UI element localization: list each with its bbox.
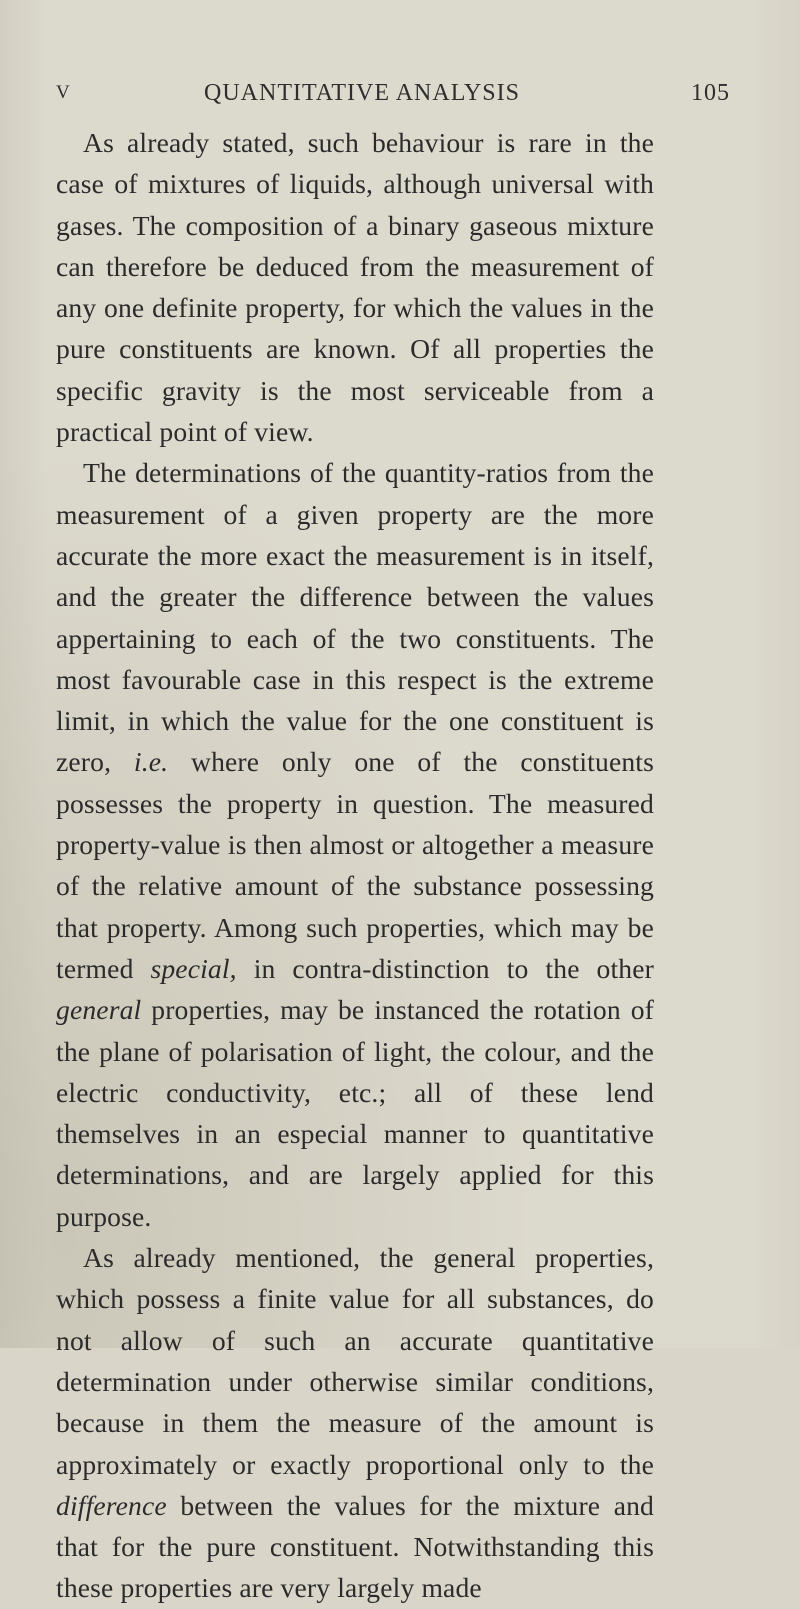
page-header xyxy=(56,80,776,116)
running-title: QUANTITATIVE ANALYSIS xyxy=(204,80,520,106)
paragraph-2-text-d: properties, may be instanced the rotation of the plane of polarisation of light, the colour, and the electric conductivity, etc.; all of these lend themselves in an especial manner to quantitative determinations, and are largely applied for this purpose. xyxy=(56,994,654,1232)
paragraph-3-text-b: between the values for the mixture and that for the pure constituent. Notwithstanding this these properties are very largely made xyxy=(56,1489,654,1604)
italic-special: special, xyxy=(150,952,237,984)
italic-ie: i.e. xyxy=(133,746,169,778)
paragraph-1-text: As already stated, such behaviour is rare in the case of mixtures of liquids, although universal with gases. The composition of a binary gaseous mixture can therefore be deduced from the measurement of any one definite property, for which the values in the pure constituents are known. Of all properties the specific gravity is the most serviceable from a practical point of view. xyxy=(56,127,654,448)
paragraph-2-text-b: where only one of the constituents possesses the property in question. The measured property-value is then almost or altogether a measure of the relative amount of the substance possessing that property. Among such properties, which may be termed xyxy=(56,746,654,984)
paragraph-2 xyxy=(56,452,654,1237)
italic-difference: difference xyxy=(56,1489,167,1521)
italic-general: general xyxy=(56,994,142,1026)
body-text xyxy=(56,122,654,1609)
chapter-number: V xyxy=(56,82,71,103)
paragraph-2-text-c: in contra-distinction to the other xyxy=(236,952,654,984)
paragraph-3-text-a: As already mentioned, the general properties, which possess a finite value for all substances, do not allow of such an accurate quantitative determination under otherwise similar conditions, because in them the measure of the amount is approximately or exactly proportional only to the xyxy=(56,1242,654,1480)
paragraph-2-text-a: The determinations of the quantity-ratios from the measurement of a given property are the more accurate the more exact the measurement is in itself, and the greater the difference between the values appertaining to each of the two constituents. The most favourable case in this respect is the extreme limit, in which the value for the one constituent is zero, xyxy=(56,457,654,778)
page-number: 105 xyxy=(691,80,730,106)
paragraph-3 xyxy=(56,1237,654,1609)
paragraph-1 xyxy=(56,122,654,452)
